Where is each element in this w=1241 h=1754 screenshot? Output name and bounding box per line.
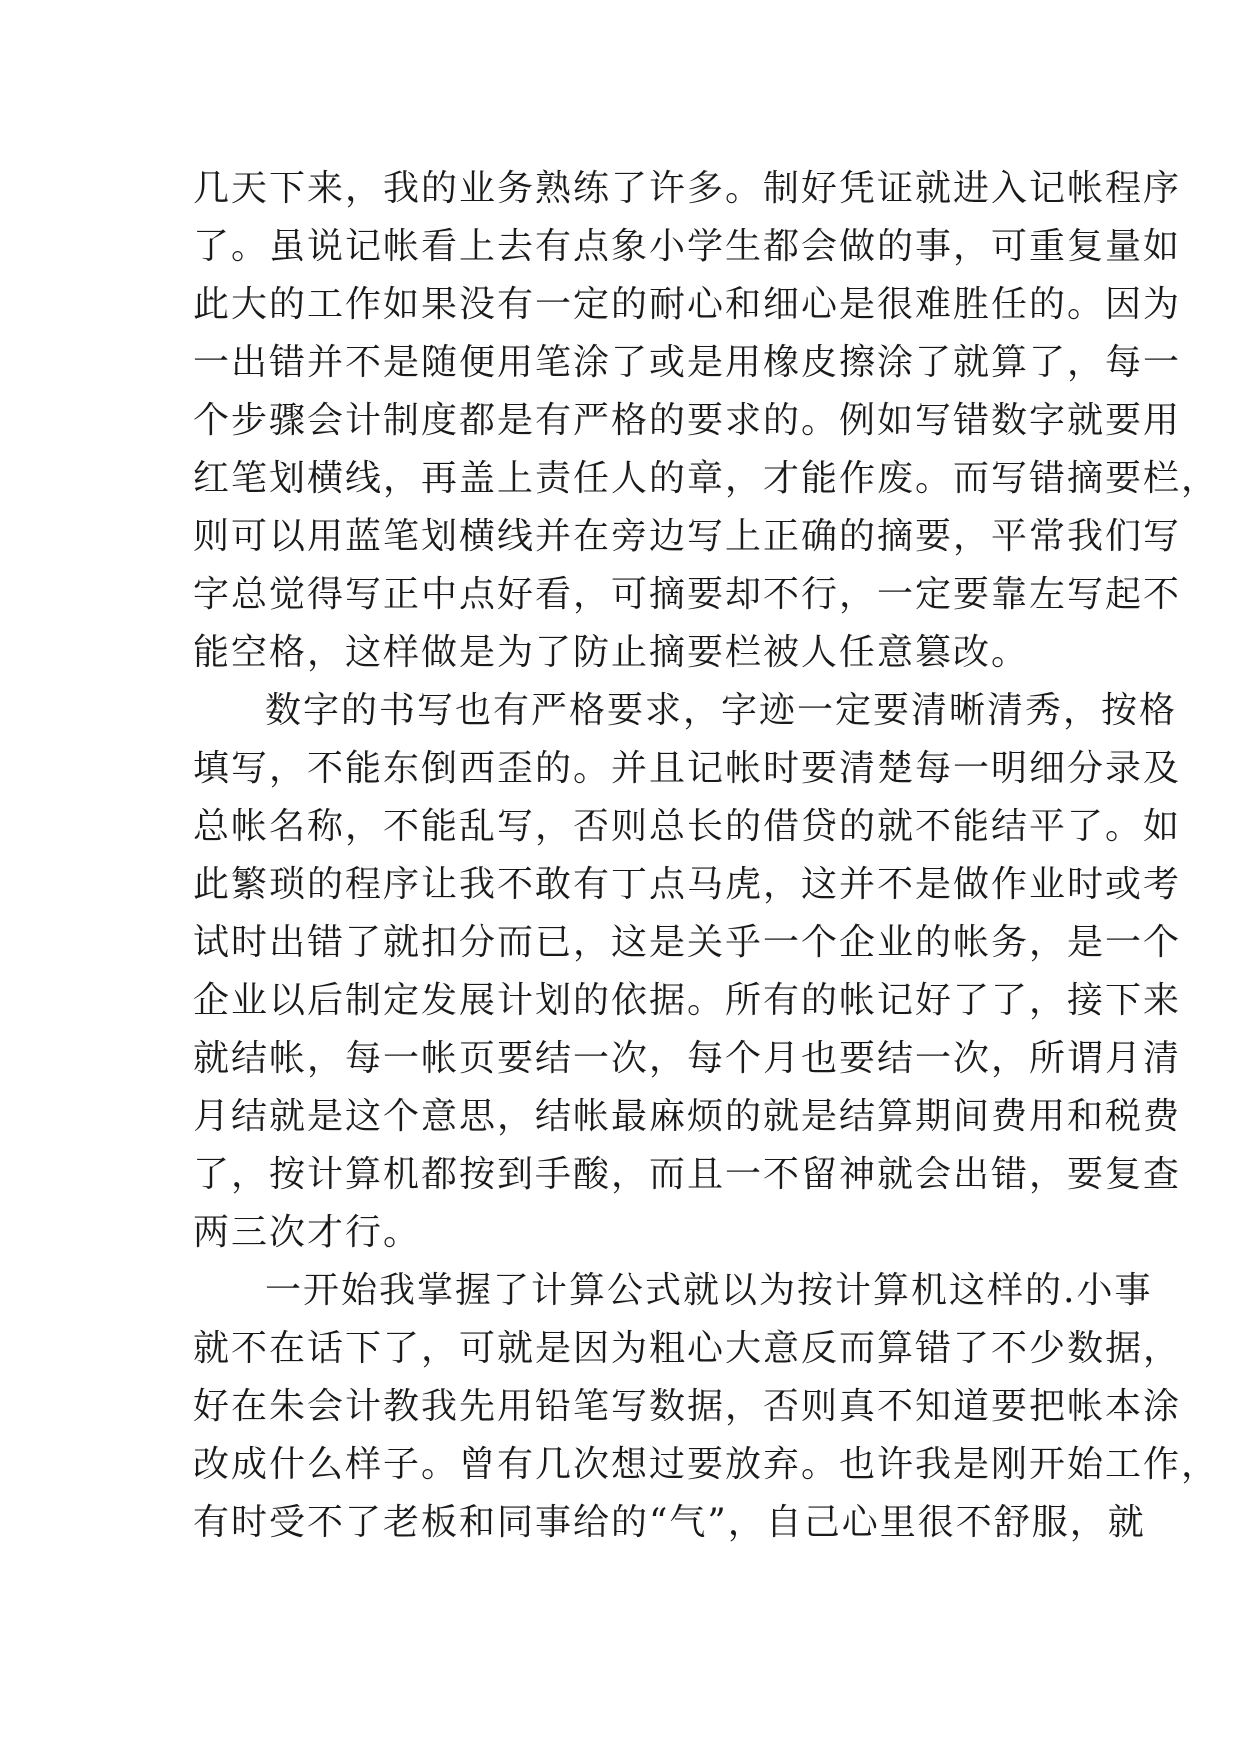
text-line: 则可以用蓝笔划横线并在旁边写上正确的摘要，平常我们写 (193, 516, 1182, 557)
text-line: 总帐名称，不能乱写，否则总长的借贷的就不能结平了。如 (193, 806, 1182, 847)
text-line: 了。虽说记帐看上去有点象小学生都会做的事，可重复量如 (193, 226, 1182, 267)
text-line: 两三次才行。 (193, 1212, 422, 1253)
text-line: 一出错并不是随便用笔涂了或是用橡皮擦涂了就算了，每一 (193, 342, 1182, 383)
text-line: 有时受不了老板和同事给的“气”，自己心里很不舒服，就 (193, 1502, 1146, 1543)
text-line: 此繁琐的程序让我不敢有丁点马虎，这并不是做作业时或考 (193, 864, 1182, 905)
text-line: 企业以后制定发展计划的依据。所有的帐记好了了，接下来 (193, 980, 1182, 1021)
text-line: 填写，不能东倒西歪的。并且记帐时要清楚每一明细分录及 (193, 748, 1182, 789)
text-line: 就不在话下了，可就是因为粗心大意反而算错了不少数据， (193, 1328, 1182, 1369)
text-line: 字总觉得写正中点好看，可摘要却不行，一定要靠左写起不 (193, 574, 1182, 615)
paragraph (193, 682, 1182, 1262)
text-line: 月结就是这个意思，结帐最麻烦的就是结算期间费用和税费 (193, 1096, 1182, 1137)
paragraph (193, 1262, 1220, 1552)
text-line: 了，按计算机都按到手酸，而且一不留神就会出错，要复查 (193, 1154, 1182, 1195)
text-line: 数字的书写也有严格要求，字迹一定要清晰清秀，按格 (265, 690, 1178, 731)
text-line: 就结帐，每一帐页要结一次，每个月也要结一次，所谓月清 (193, 1038, 1182, 1079)
text-line: 此大的工作如果没有一定的耐心和细心是很难胜任的。因为 (193, 284, 1182, 325)
text-line: 能空格，这样做是为了防止摘要栏被人任意篡改。 (193, 632, 1030, 673)
text-line: 个步骤会计制度都是有严格的要求的。例如写错数字就要用 (193, 400, 1182, 441)
text-line: 几天下来，我的业务熟练了许多。制好凭证就进入记帐程序 (193, 168, 1182, 209)
text-line: 改成什么样子。曾有几次想过要放弃。也许我是刚开始工作， (193, 1444, 1220, 1485)
text-line: 试时出错了就扣分而已，这是关乎一个企业的帐务，是一个 (193, 922, 1182, 963)
text-line: 一开始我掌握了计算公式就以为按计算机这样的.小事 (265, 1270, 1153, 1311)
text-line: 红笔划横线，再盖上责任人的章，才能作废。而写错摘要栏， (193, 458, 1220, 499)
paragraph (193, 160, 1220, 682)
body-text (193, 160, 1220, 1552)
text-line: 好在朱会计教我先用铅笔写数据，否则真不知道要把帐本涂 (193, 1386, 1182, 1427)
